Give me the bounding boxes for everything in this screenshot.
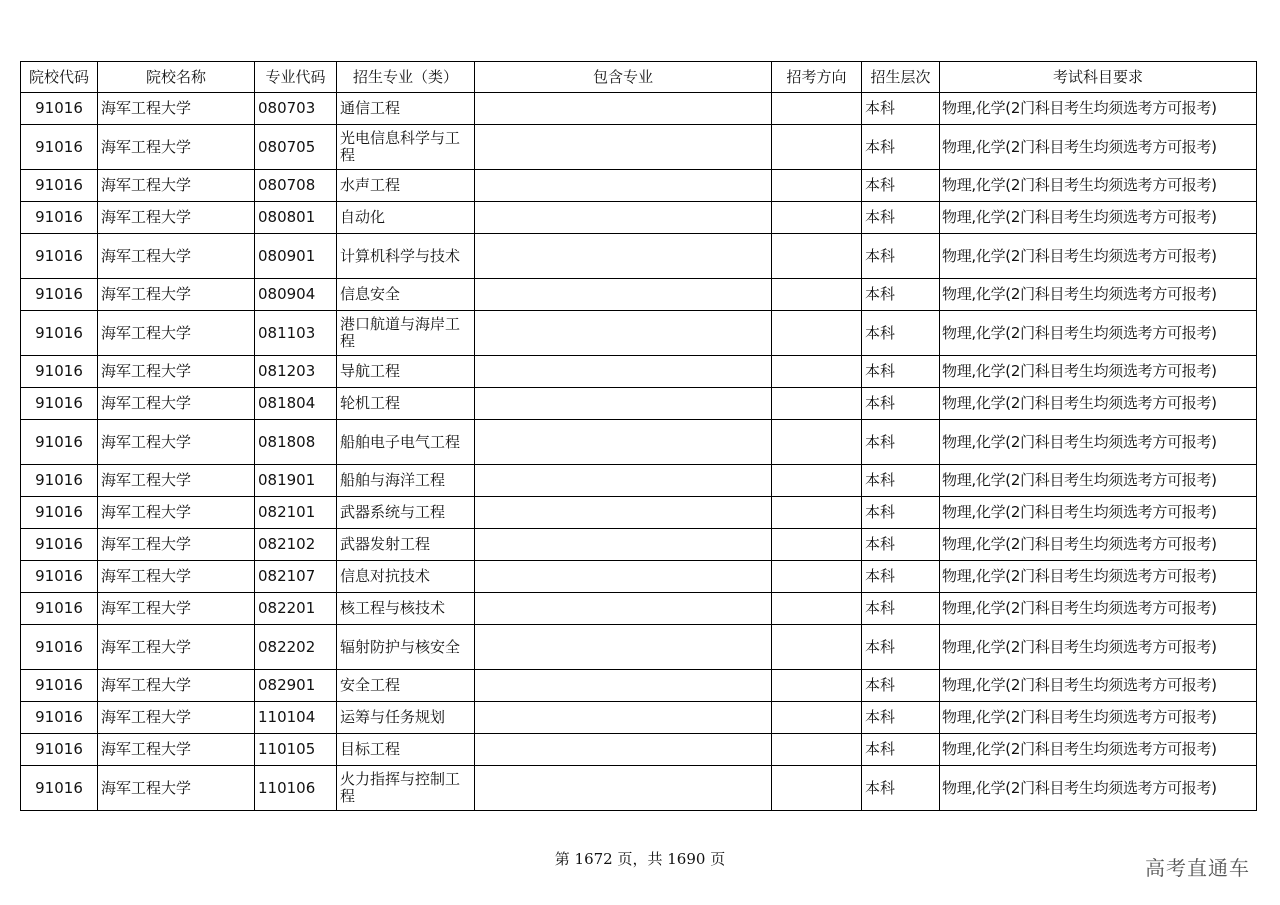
school-code-cell: 91016 [21, 561, 98, 593]
school-name-cell: 海军工程大学 [98, 561, 255, 593]
major-code-cell: 082901 [255, 670, 337, 702]
school-code-cell: 91016 [21, 93, 98, 125]
level-cell: 本科 [862, 170, 940, 202]
exam-requirement-cell: 物理,化学(2门科目考生均须选考方可报考) [940, 356, 1257, 388]
school-code-cell: 91016 [21, 125, 98, 170]
included-majors-cell [475, 497, 772, 529]
school-code-cell: 91016 [21, 279, 98, 311]
school-code-cell: 91016 [21, 420, 98, 465]
included-majors-cell [475, 420, 772, 465]
school-name-cell: 海军工程大学 [98, 465, 255, 497]
exam-requirement-cell: 物理,化学(2门科目考生均须选考方可报考) [940, 93, 1257, 125]
direction-cell [772, 356, 862, 388]
level-cell: 本科 [862, 420, 940, 465]
included-majors-cell [475, 561, 772, 593]
school-name-cell: 海军工程大学 [98, 702, 255, 734]
major-cell: 轮机工程 [337, 388, 475, 420]
level-cell: 本科 [862, 670, 940, 702]
major-code-cell: 081804 [255, 388, 337, 420]
direction-cell [772, 465, 862, 497]
school-code-cell: 91016 [21, 766, 98, 811]
major-cell: 信息对抗技术 [337, 561, 475, 593]
table-row [21, 734, 1257, 766]
major-code-cell: 081203 [255, 356, 337, 388]
table-body [21, 93, 1257, 811]
table-row [21, 561, 1257, 593]
major-code-cell: 080708 [255, 170, 337, 202]
school-code-cell: 91016 [21, 202, 98, 234]
table-row [21, 356, 1257, 388]
school-name-cell: 海军工程大学 [98, 125, 255, 170]
direction-cell [772, 625, 862, 670]
school-code-cell: 91016 [21, 529, 98, 561]
school-name-cell: 海军工程大学 [98, 420, 255, 465]
exam-requirement-cell: 物理,化学(2门科目考生均须选考方可报考) [940, 625, 1257, 670]
school-code-cell: 91016 [21, 670, 98, 702]
major-cell: 信息安全 [337, 279, 475, 311]
exam-requirement-cell: 物理,化学(2门科目考生均须选考方可报考) [940, 125, 1257, 170]
included-majors-cell [475, 202, 772, 234]
exam-requirement-cell: 物理,化学(2门科目考生均须选考方可报考) [940, 279, 1257, 311]
direction-cell [772, 497, 862, 529]
major-cell: 通信工程 [337, 93, 475, 125]
major-code-cell: 082202 [255, 625, 337, 670]
level-cell: 本科 [862, 356, 940, 388]
level-cell: 本科 [862, 702, 940, 734]
direction-cell [772, 420, 862, 465]
header-major-code: 专业代码 [255, 62, 337, 93]
major-code-cell: 080703 [255, 93, 337, 125]
direction-cell [772, 170, 862, 202]
exam-requirement-cell: 物理,化学(2门科目考生均须选考方可报考) [940, 702, 1257, 734]
exam-requirement-cell: 物理,化学(2门科目考生均须选考方可报考) [940, 670, 1257, 702]
included-majors-cell [475, 93, 772, 125]
direction-cell [772, 529, 862, 561]
major-cell: 运筹与任务规划 [337, 702, 475, 734]
major-cell: 核工程与核技术 [337, 593, 475, 625]
direction-cell [772, 234, 862, 279]
direction-cell [772, 734, 862, 766]
table-row [21, 529, 1257, 561]
included-majors-cell [475, 702, 772, 734]
table-row [21, 420, 1257, 465]
school-code-cell: 91016 [21, 311, 98, 356]
direction-cell [772, 202, 862, 234]
major-cell: 水声工程 [337, 170, 475, 202]
direction-cell [772, 388, 862, 420]
included-majors-cell [475, 625, 772, 670]
exam-requirement-cell: 物理,化学(2门科目考生均须选考方可报考) [940, 234, 1257, 279]
included-majors-cell [475, 734, 772, 766]
level-cell: 本科 [862, 93, 940, 125]
included-majors-cell [475, 670, 772, 702]
header-school-code: 院校代码 [21, 62, 98, 93]
major-cell: 计算机科学与技术 [337, 234, 475, 279]
school-name-cell: 海军工程大学 [98, 625, 255, 670]
header-school-name: 院校名称 [98, 62, 255, 93]
exam-requirement-cell: 物理,化学(2门科目考生均须选考方可报考) [940, 465, 1257, 497]
school-name-cell: 海军工程大学 [98, 93, 255, 125]
level-cell: 本科 [862, 234, 940, 279]
school-code-cell: 91016 [21, 702, 98, 734]
watermark: 高考直通车 [1145, 856, 1250, 880]
level-cell: 本科 [862, 593, 940, 625]
school-code-cell: 91016 [21, 234, 98, 279]
school-name-cell: 海军工程大学 [98, 311, 255, 356]
major-cell: 光电信息科学与工程 [337, 125, 475, 170]
school-name-cell: 海军工程大学 [98, 356, 255, 388]
exam-requirement-cell: 物理,化学(2门科目考生均须选考方可报考) [940, 170, 1257, 202]
exam-requirement-cell: 物理,化学(2门科目考生均须选考方可报考) [940, 497, 1257, 529]
school-name-cell: 海军工程大学 [98, 279, 255, 311]
direction-cell [772, 279, 862, 311]
major-code-cell: 081901 [255, 465, 337, 497]
school-name-cell: 海军工程大学 [98, 202, 255, 234]
school-code-cell: 91016 [21, 356, 98, 388]
exam-requirement-cell: 物理,化学(2门科目考生均须选考方可报考) [940, 766, 1257, 811]
table-row [21, 388, 1257, 420]
table-row [21, 465, 1257, 497]
school-name-cell: 海军工程大学 [98, 234, 255, 279]
exam-requirement-cell: 物理,化学(2门科目考生均须选考方可报考) [940, 202, 1257, 234]
exam-requirement-cell: 物理,化学(2门科目考生均须选考方可报考) [940, 420, 1257, 465]
included-majors-cell [475, 170, 772, 202]
major-cell: 武器系统与工程 [337, 497, 475, 529]
level-cell: 本科 [862, 561, 940, 593]
school-code-cell: 91016 [21, 734, 98, 766]
level-cell: 本科 [862, 625, 940, 670]
major-cell: 港口航道与海岸工程 [337, 311, 475, 356]
header-level: 招生层次 [862, 62, 940, 93]
table-row [21, 170, 1257, 202]
school-code-cell: 91016 [21, 465, 98, 497]
level-cell: 本科 [862, 279, 940, 311]
major-code-cell: 110104 [255, 702, 337, 734]
major-code-cell: 110105 [255, 734, 337, 766]
major-code-cell: 110106 [255, 766, 337, 811]
direction-cell [772, 311, 862, 356]
major-cell: 目标工程 [337, 734, 475, 766]
header-row [21, 62, 1257, 93]
table-row [21, 702, 1257, 734]
level-cell: 本科 [862, 734, 940, 766]
school-name-cell: 海军工程大学 [98, 497, 255, 529]
level-cell: 本科 [862, 311, 940, 356]
school-name-cell: 海军工程大学 [98, 170, 255, 202]
level-cell: 本科 [862, 388, 940, 420]
school-code-cell: 91016 [21, 593, 98, 625]
level-cell: 本科 [862, 529, 940, 561]
level-cell: 本科 [862, 766, 940, 811]
school-code-cell: 91016 [21, 170, 98, 202]
major-code-cell: 080901 [255, 234, 337, 279]
direction-cell [772, 93, 862, 125]
school-name-cell: 海军工程大学 [98, 529, 255, 561]
major-cell: 火力指挥与控制工程 [337, 766, 475, 811]
header-included-majors: 包含专业 [475, 62, 772, 93]
table-row [21, 593, 1257, 625]
major-code-cell: 080904 [255, 279, 337, 311]
major-code-cell: 080705 [255, 125, 337, 170]
level-cell: 本科 [862, 202, 940, 234]
table-row [21, 311, 1257, 356]
table-row [21, 202, 1257, 234]
major-cell: 船舶电子电气工程 [337, 420, 475, 465]
included-majors-cell [475, 311, 772, 356]
level-cell: 本科 [862, 125, 940, 170]
header-direction: 招考方向 [772, 62, 862, 93]
included-majors-cell [475, 465, 772, 497]
table-row [21, 279, 1257, 311]
level-cell: 本科 [862, 497, 940, 529]
exam-requirement-cell: 物理,化学(2门科目考生均须选考方可报考) [940, 388, 1257, 420]
exam-requirement-cell: 物理,化学(2门科目考生均须选考方可报考) [940, 734, 1257, 766]
exam-requirement-cell: 物理,化学(2门科目考生均须选考方可报考) [940, 561, 1257, 593]
school-name-cell: 海军工程大学 [98, 593, 255, 625]
major-cell: 自动化 [337, 202, 475, 234]
included-majors-cell [475, 388, 772, 420]
table-row [21, 234, 1257, 279]
included-majors-cell [475, 529, 772, 561]
header-exam-requirement: 考试科目要求 [940, 62, 1257, 93]
school-name-cell: 海军工程大学 [98, 766, 255, 811]
major-cell: 船舶与海洋工程 [337, 465, 475, 497]
major-code-cell: 081103 [255, 311, 337, 356]
page-indicator: 第 1672 页，共 1690 页 [554, 850, 726, 868]
major-code-cell: 082107 [255, 561, 337, 593]
direction-cell [772, 670, 862, 702]
major-code-cell: 082102 [255, 529, 337, 561]
included-majors-cell [475, 356, 772, 388]
direction-cell [772, 593, 862, 625]
school-name-cell: 海军工程大学 [98, 670, 255, 702]
included-majors-cell [475, 125, 772, 170]
table-row [21, 125, 1257, 170]
exam-requirement-cell: 物理,化学(2门科目考生均须选考方可报考) [940, 529, 1257, 561]
school-name-cell: 海军工程大学 [98, 388, 255, 420]
table-row [21, 625, 1257, 670]
level-cell: 本科 [862, 465, 940, 497]
table-row [21, 93, 1257, 125]
included-majors-cell [475, 766, 772, 811]
major-code-cell: 081808 [255, 420, 337, 465]
included-majors-cell [475, 234, 772, 279]
major-code-cell: 082201 [255, 593, 337, 625]
school-code-cell: 91016 [21, 497, 98, 529]
direction-cell [772, 125, 862, 170]
table-row [21, 670, 1257, 702]
major-cell: 导航工程 [337, 356, 475, 388]
school-code-cell: 91016 [21, 625, 98, 670]
header-major: 招生专业（类） [337, 62, 475, 93]
direction-cell [772, 561, 862, 593]
exam-requirement-cell: 物理,化学(2门科目考生均须选考方可报考) [940, 593, 1257, 625]
included-majors-cell [475, 279, 772, 311]
school-code-cell: 91016 [21, 388, 98, 420]
table-row [21, 766, 1257, 811]
exam-requirement-cell: 物理,化学(2门科目考生均须选考方可报考) [940, 311, 1257, 356]
included-majors-cell [475, 593, 772, 625]
major-code-cell: 080801 [255, 202, 337, 234]
direction-cell [772, 702, 862, 734]
major-cell: 安全工程 [337, 670, 475, 702]
major-code-cell: 082101 [255, 497, 337, 529]
major-cell: 武器发射工程 [337, 529, 475, 561]
admissions-table [20, 61, 1257, 811]
direction-cell [772, 766, 862, 811]
major-cell: 辐射防护与核安全 [337, 625, 475, 670]
table-row [21, 497, 1257, 529]
school-name-cell: 海军工程大学 [98, 734, 255, 766]
